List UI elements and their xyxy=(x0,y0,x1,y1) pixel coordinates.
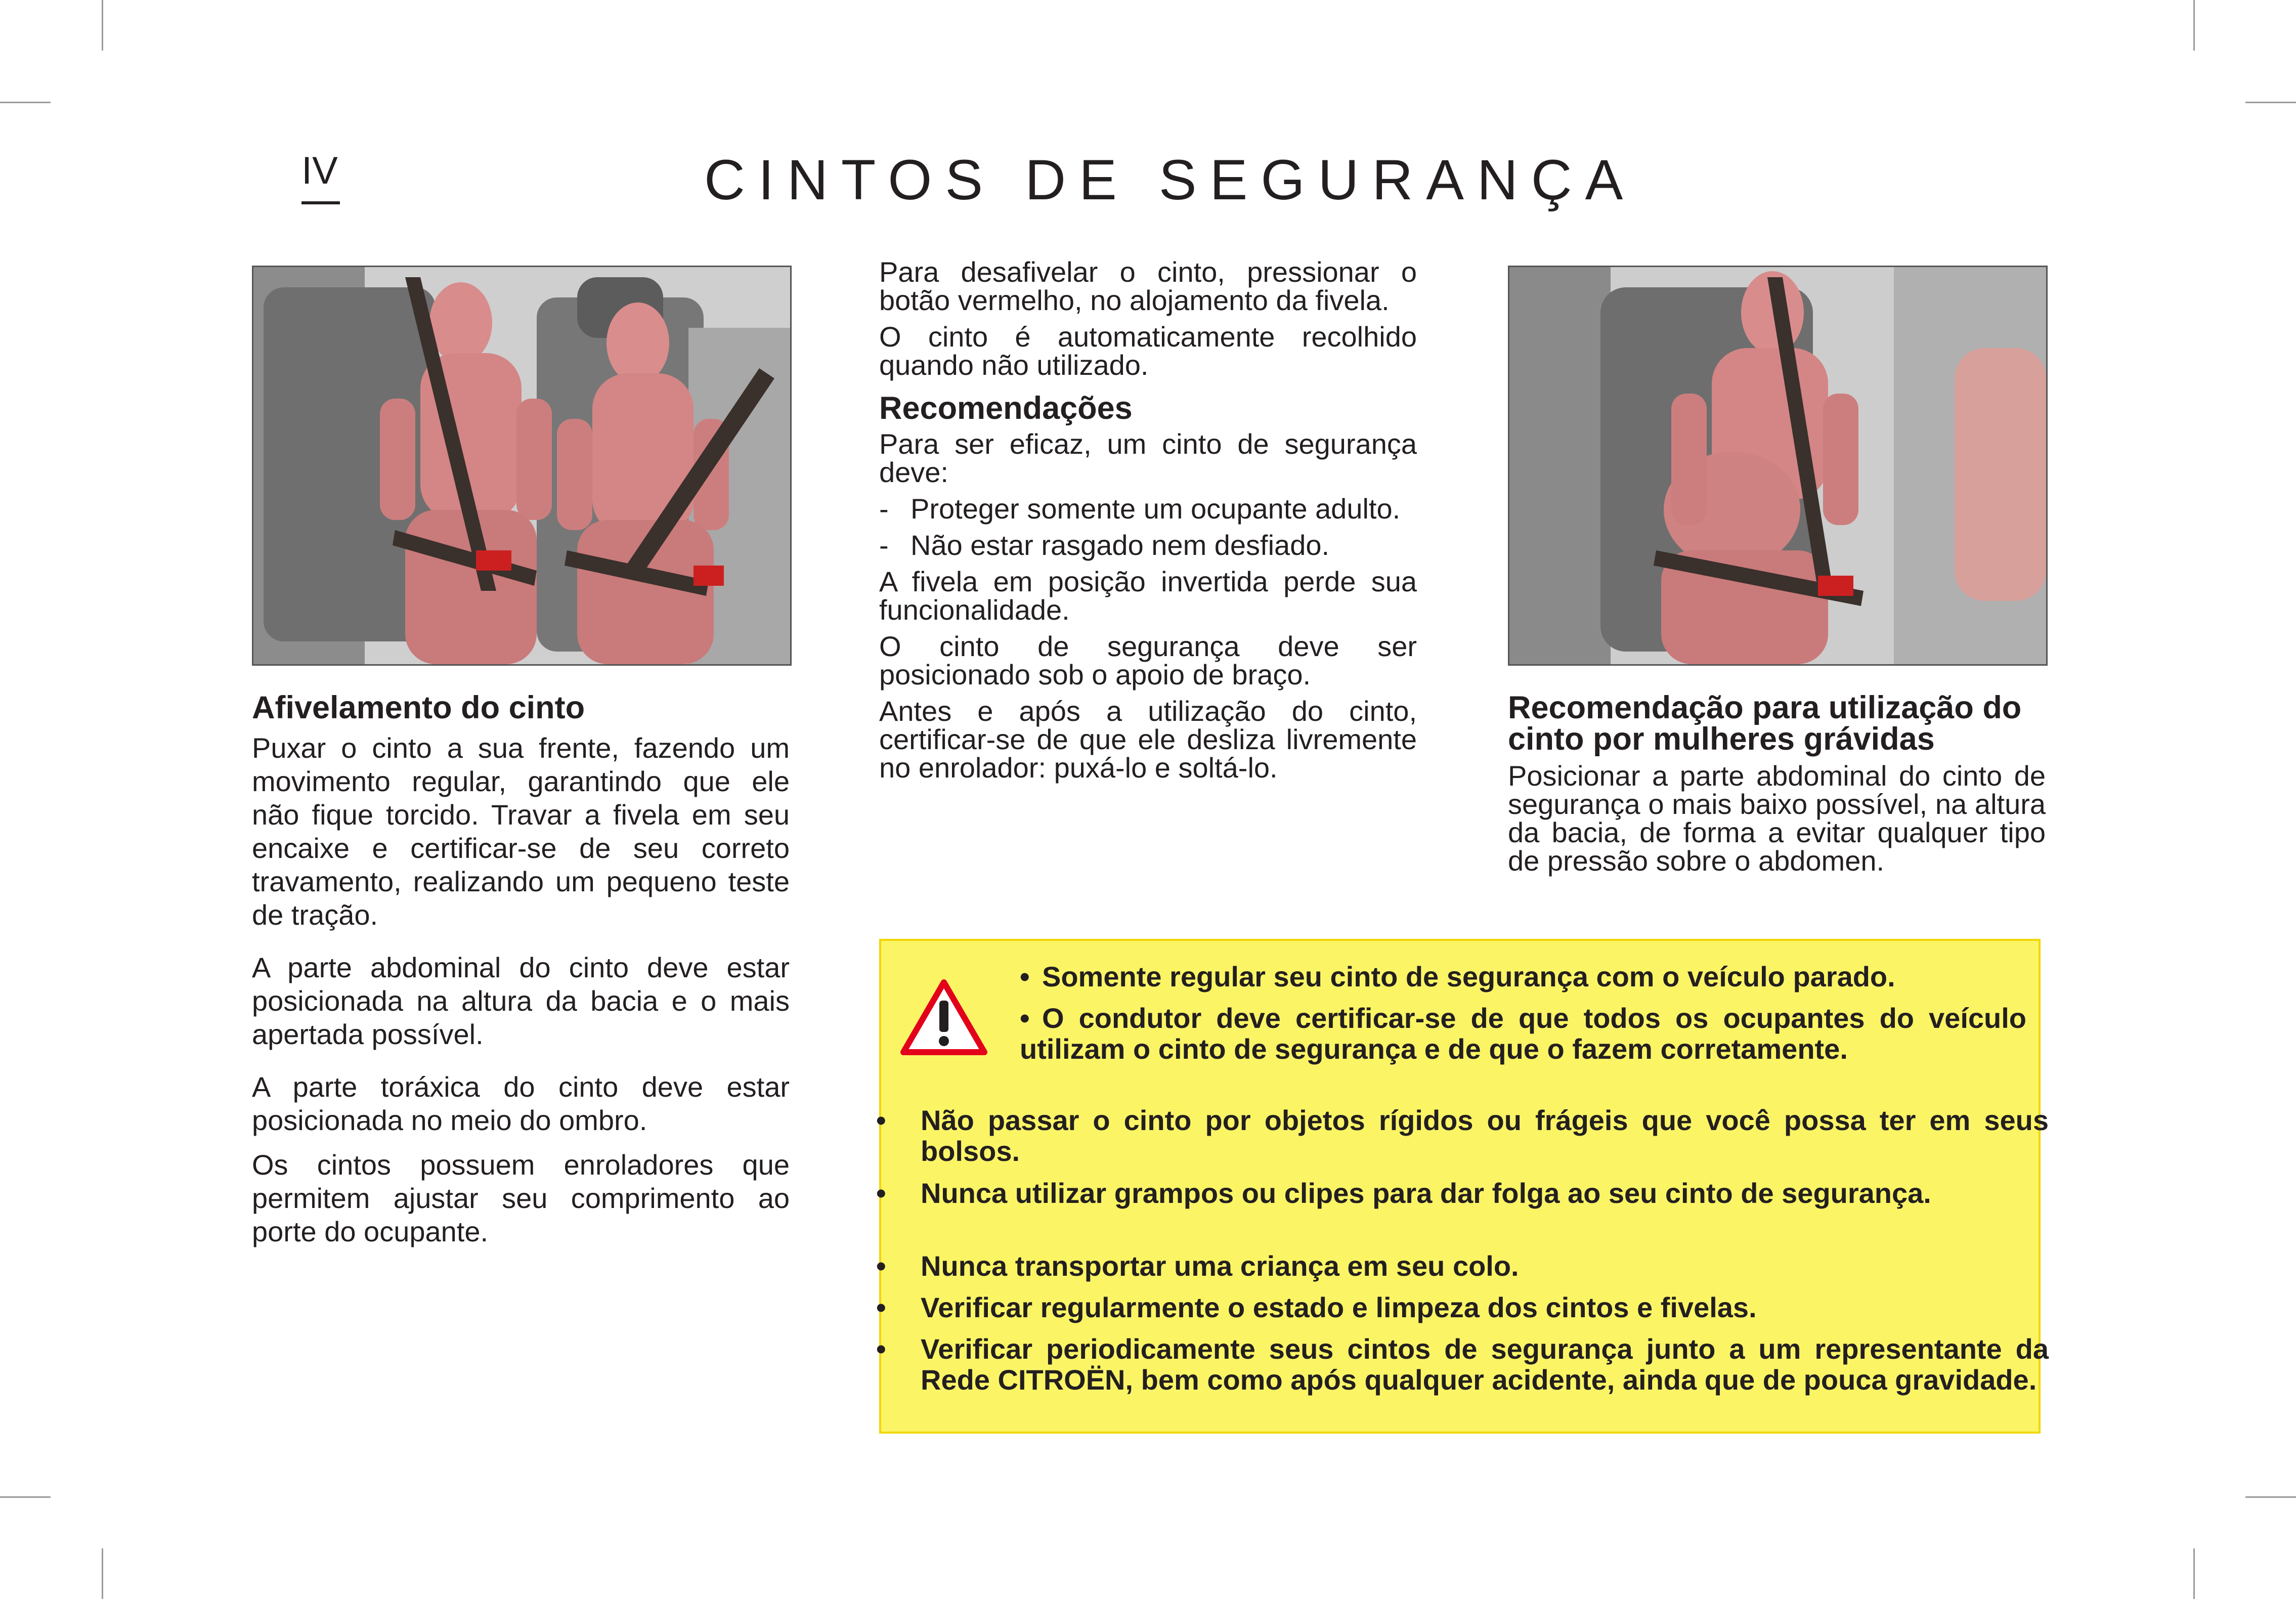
crop-mark xyxy=(2245,1496,2296,1498)
left-column xyxy=(252,692,790,1248)
warning-item: • Nunca utilizar grampos ou clipes para dar folga ao seu cinto de segurança. xyxy=(876,1177,1931,1209)
crash-test-dummies-seatbelt-photo xyxy=(252,266,792,666)
pregnant-dummy-seatbelt-photo xyxy=(1508,266,2048,666)
paragraph: Os cintos possuem enroladores que permitem ajustar seu comprimento ao porte do ocupante. xyxy=(252,1149,790,1247)
warning-item: • O condutor deve certificar-se de que todos os ocupantes do veículo utilizam o cinto de segurança e de que o fazem corretamente. xyxy=(1020,1002,2026,1065)
section-heading-recommendations: Recomendações xyxy=(879,391,1133,426)
section-heading-pregnant: Recomendação para utilização do cinto por mulheres grávidas xyxy=(1508,690,2022,757)
warning-item: • Não passar o cinto por objetos rígidos ou frágeis que você possa ter em seus bolsos. xyxy=(876,1104,2049,1167)
section-heading-buckling: Afivelamento do cinto xyxy=(252,690,585,725)
crop-mark xyxy=(0,1496,51,1498)
crop-mark xyxy=(2245,102,2296,103)
paragraph: Para desafivelar o cinto, pressionar o botão vermelho, no alojamento da fivela. xyxy=(879,256,1417,316)
paragraph: O cinto é automaticamente recolhido quando não utilizado. xyxy=(879,321,1417,381)
list-item: - Proteger somente um ocupante adulto. xyxy=(879,493,1401,525)
list-item: - Não estar rasgado nem desfiado. xyxy=(879,529,1330,561)
page-title: CINTOS DE SEGURANÇA xyxy=(704,148,1636,211)
paragraph: Para ser eficaz, um cinto de segurança deve: xyxy=(879,428,1417,488)
warning-item: • Somente regular seu cinto de segurança com o veículo parado. xyxy=(1020,961,1895,992)
paragraph: A fivela em posição invertida perde sua funcionalidade. xyxy=(879,566,1417,626)
warning-item: • Verificar periodicamente seus cintos de segurança junto a um representante da Rede CITROËN, bem como após qualquer acidente, ainda que de pouca gravidade. xyxy=(876,1333,2049,1396)
warning-box xyxy=(876,939,2049,1434)
crop-mark xyxy=(0,102,51,103)
warning-item: • Verificar regularmente o estado e limpeza dos cintos e fivelas. xyxy=(876,1291,1757,1323)
chapter-number: IV xyxy=(301,149,338,192)
chapter-underline xyxy=(301,201,340,204)
crop-mark xyxy=(2193,0,2195,51)
crop-mark xyxy=(2193,1548,2195,1599)
crop-mark xyxy=(102,0,103,51)
paragraph: A parte toráxica do cinto deve estar posicionada no meio do ombro. xyxy=(252,1071,790,1136)
paragraph: O cinto de segurança deve ser posicionado sob o apoio de braço. xyxy=(879,630,1417,690)
paragraph: Posicionar a parte abdominal do cinto de segurança o mais baixo possível, na altura da bacia, de forma a evitar qualquer tipo de pressão sobre o abdomen. xyxy=(1508,760,2046,877)
warning-triangle-icon xyxy=(900,979,987,1055)
warning-item: • Nunca transportar uma criança em seu colo. xyxy=(876,1250,1519,1282)
paragraph: Antes e após a utilização do cinto, certificar-se de que ele desliza livremente no enrolador: puxá-lo e soltá-lo. xyxy=(879,695,1417,784)
right-column xyxy=(1508,692,2046,875)
crop-mark xyxy=(102,1548,103,1599)
paragraph: Puxar o cinto a sua frente, fazendo um movimento regular, garantindo que ele não fique torcido. Travar a fivela em seu encaixe e certificar-se de seu correto travamento, realizando um pequeno teste de tração. xyxy=(252,732,790,931)
middle-column xyxy=(879,258,1417,782)
paragraph: A parte abdominal do cinto deve estar posicionada na altura da bacia e o mais apertada possível. xyxy=(252,952,790,1050)
